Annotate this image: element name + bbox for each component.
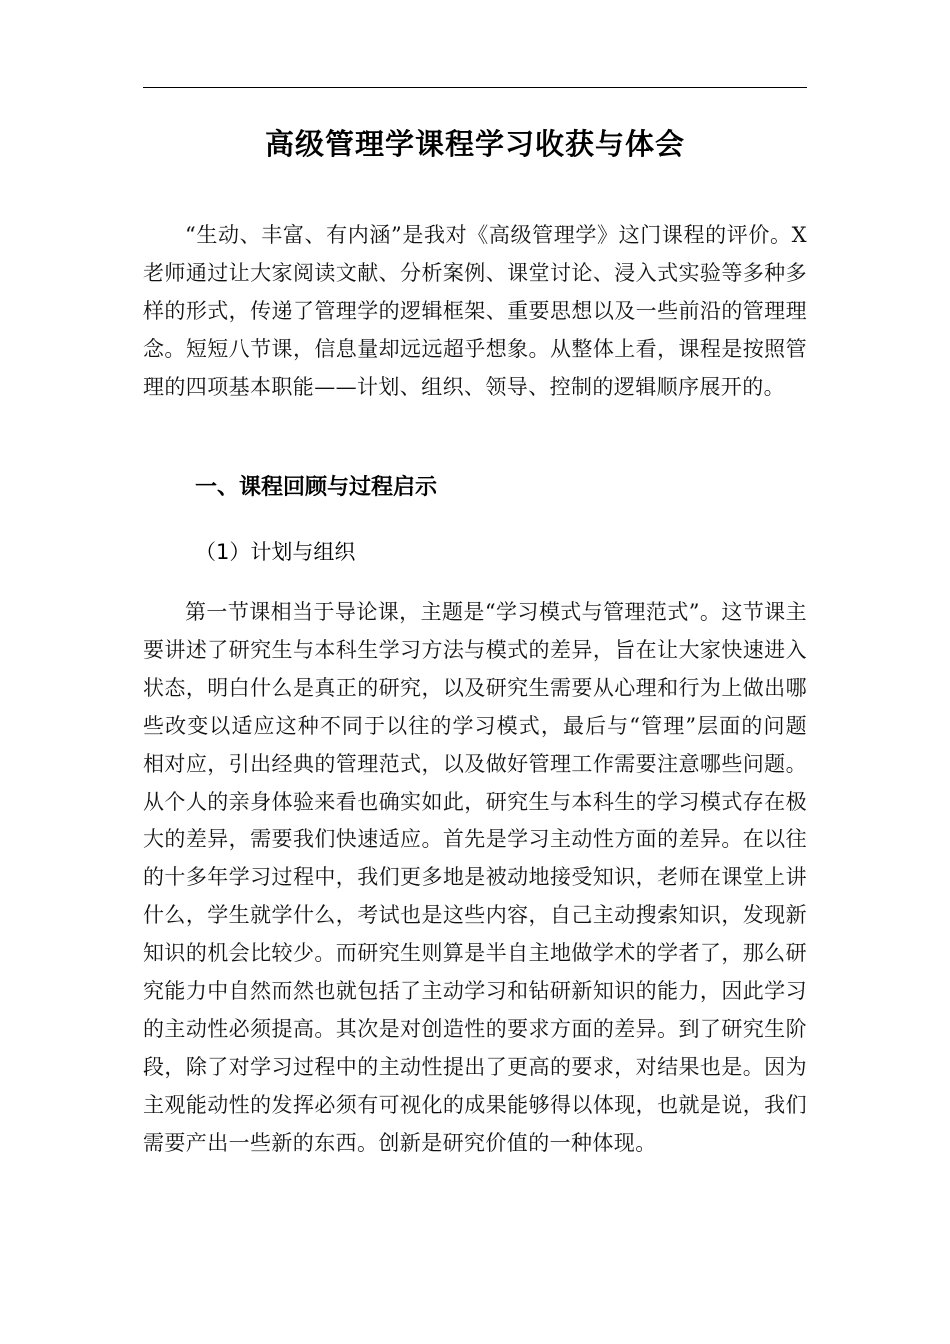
body-paragraph: 第一节课相当于导论课，主题是“学习模式与管理范式”。这节课主要讲述了研究生与本科生学习方法与模式的差异，旨在让大家快速进入状态，明白什么是真正的研究，以及研究生需要从心理和行为上做出哪些改变以适应这种不同于以往的学习模式，最后与“管理”层面的问题相对应，引出经典的管理范式，以及做好管理工作需要注意哪些问题。从个人的亲身体验来看也确实如此，研究生与本科生的学习模式存在极大的差异，需要我们快速适应。首先是学习主动性方面的差异。在以往的十多年学习过程中，我们更多地是被动地接受知识，老师在课堂上讲什么，学生就学什么，考试也是这些内容，自己主动搜索知识，发现新知识的机会比较少。而研究生则算是半自主地做学术的学者了，那么研究能力中自然而然也就包括了主动学习和钻研新知识的能力，因此学习的主动性必须提高。其次是对创造性的要求方面的差异。到了研究生阶段，除了对学习过程中的主动性提出了更高的要求，对结果也是。因为主观能动性的发挥必须有可视化的成果能够得以体现，也就是说，我们需要产出一些新的东西。创新是研究价值的一种体现。 [143, 600, 807, 1155]
document-title: 高级管理学课程学习收获与体会 [264, 127, 685, 161]
header-rule [143, 87, 807, 88]
intro-paragraph: “生动、丰富、有内涵”是我对《高级管理学》这门课程的评价。X老师通过让大家阅读文献、分析案例、课堂讨论、浸入式实验等多种多样的形式，传递了管理学的逻辑框架、重要思想以及一些前沿的管理理念。短短八节课，信息量却远远超乎想象。从整体上看，课程是按照管理的四项基本职能——计划、组织、领导、控制的逻辑顺序展开的。 [143, 223, 807, 399]
subsection-heading: （1）计划与组织 [195, 540, 356, 564]
section-heading: 一、课程回顾与过程启示 [195, 475, 438, 500]
